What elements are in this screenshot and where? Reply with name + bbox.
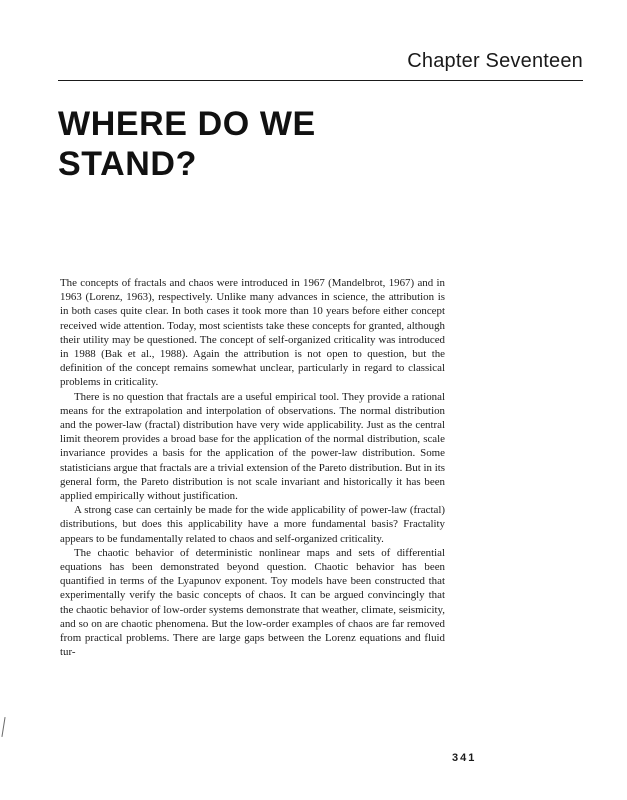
paragraph-2: There is no question that fractals are a useful empirical tool. They provide a rational means for the extrapolation and interpolation of observations. The normal distribution and the power-law (fractal) distribution have very wide applicability. Just as the central limit theorem provides a broad base for the application of the normal distribution, scale invariance provides a basis for the application of the power-law distribution. Some statisticians argue that fractals are a trivial extension of the Pareto distribution. But in its general form, the Pareto distribution is not scale invariant and historically it has been applied empirically without justification. <box>60 390 445 503</box>
paragraph-3: A strong case can certainly be made for the wide applicability of power-law (fractal) distributions, but does this applicability have a more fundamental basis? Fractality appears to be fundamentally related to chaos and self-organized criticality. <box>60 504 445 545</box>
paragraph-1: The concepts of fractals and chaos were introduced in 1967 (Mandelbrot, 1967) and in 1963 (Lorenz, 1963), respectively. Unlike many advances in science, the attribution is in both cases quite clear. In both cases it took more than 10 years before either concept received wide attention. Today, most scientists take these concepts for granted, although their utility may be questioned. The concept of self-organized criticality was introduced in 1988 (Bak et al., 1988). Again the attribution is not open to question, but the definition of the concept remains somewhat unclear, particularly in regard to classical problems in criticality. <box>60 277 445 389</box>
chapter-title-line-1: WHERE DO WE <box>58 105 316 143</box>
body-text <box>60 276 445 659</box>
paragraph-4: The chaotic behavior of deterministic nonlinear maps and sets of differential equations has been demonstrated beyond question. Chaotic behavior has been quantified in terms of the Lyapunov exponent. Toy models have been constructed that experimentally verify the basic concepts of chaos. It can be argued convincingly that the chaotic behavior of low-order systems demonstrate that weather, climate, seismicity, and so on are chaotic phenomena. But the low-order examples of chaos are far removed from practical problems. There are large gaps between the Lorenz equations and fluid tur- <box>60 546 445 659</box>
chapter-title <box>58 104 316 184</box>
chapter-rule <box>58 80 583 81</box>
chapter-title-line-2: STAND? <box>58 145 197 183</box>
chapter-label: Chapter Seventeen <box>407 50 583 72</box>
margin-mark <box>1 717 5 737</box>
page-number: 341 <box>452 752 477 764</box>
